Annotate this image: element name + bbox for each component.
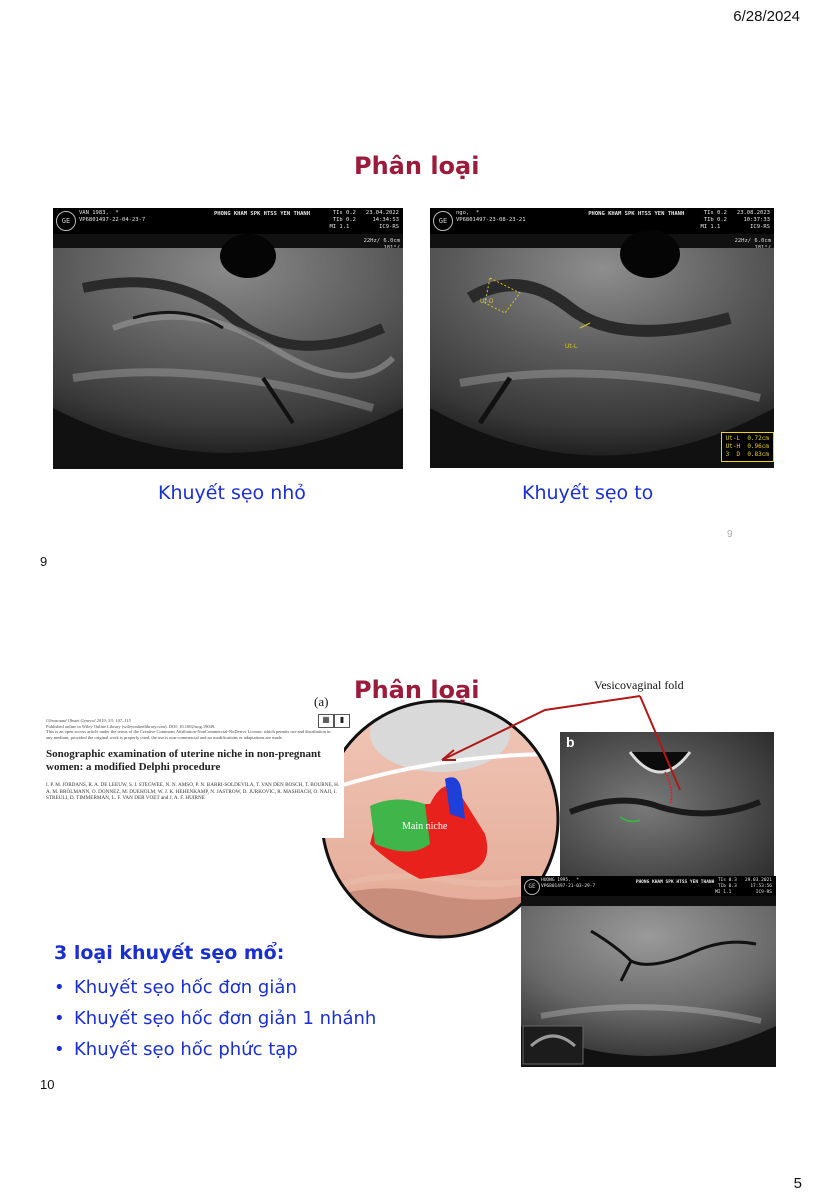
list-item: • Khuyết sẹo hốc đơn giản: [54, 972, 376, 1003]
slide-number-9: 9: [40, 554, 48, 569]
side-params: 22Hz/ 6.0cm: [363, 238, 400, 244]
niche-types-heading: 3 loại khuyết sẹo mổ:: [54, 942, 285, 964]
caption-large-niche: Khuyết sẹo to: [522, 482, 654, 504]
caption-small-niche: Khuyết sẹo nhỏ: [158, 482, 306, 504]
side-params: 22Hz/ 6.0cm: [734, 238, 771, 244]
print-date: 6/28/2024: [733, 8, 800, 25]
paper-clipping: [44, 714, 344, 838]
slide-9-title: Phân loại: [354, 152, 480, 180]
paper-title: Sonographic examination of uterine niche in non-pregnant women: a modified Delphi procedure: [46, 748, 321, 773]
vesicovaginal-fold-label: Vesicovaginal fold: [594, 678, 684, 692]
ultrasound-scan-graphic: [53, 208, 403, 469]
scan-params: TIs 0.3 29.03.2021 TIb 0.3 17:53:56 MI 1.1 IC9-RS: [715, 878, 772, 895]
ultrasound-scan-graphic: [521, 876, 776, 1067]
panel-a-label: (a): [314, 694, 329, 709]
ultrasound-large-niche: [430, 208, 774, 468]
clinic-name: PHONG KHAM SPK HTSS YEN THANH: [214, 211, 311, 217]
page-number: 5: [793, 1175, 802, 1192]
ge-logo-icon: GE: [433, 211, 453, 231]
list-item: • Khuyết sẹo hốc đơn giản 1 nhánh: [54, 1003, 376, 1034]
paper-journal: Ultrasound Obstet Gynecol 2019; 53: 107–115: [46, 718, 131, 723]
list-item: • Khuyết sẹo hốc phức tạp: [54, 1034, 376, 1065]
paper-authors: I. P. M. JORDANS, R. A. DE LEEUW, S. I. STEGWEE, N. N. AMSO, P. N. BARRI-SOLDEVILA, T. VAN DEN BOSCH, T. BOURNE, H. A. M. BRÖLMANN, O. DONNEZ, M. DUEHOLM, W. J. K. HEHENKAMP, N. JASTROW, D. JURKOVIC, R. MASHIACH, O. NAJI, I. STREULI, D. TIMMERMAN, L. F. VAN DER VOET and J. A. F. HUIRNE: [46, 782, 340, 801]
main-niche-label: Main niche: [402, 821, 448, 832]
calendar-icon: ▦: [318, 714, 334, 728]
measure-label-ut-d: Ut-D: [480, 298, 494, 305]
ultrasound-small-niche: [53, 208, 403, 469]
scan-params: TIs 0.2 23.08.2023 TIb 0.2 10:37:33 MI 1.1 IC9-RS: [700, 210, 770, 230]
slide-footer-number: 9: [727, 529, 733, 540]
ge-logo-icon: GE: [524, 879, 540, 895]
slide-number-10: 10: [40, 1077, 55, 1092]
metrics-icon: ▮: [334, 714, 350, 728]
clinic-name: PHONG KHAM SPK HTSS YEN THANH: [588, 211, 685, 217]
measure-label-ut-l: Ut-L: [565, 343, 578, 350]
measurement-box: Ut-L 0.72cm Ut-H 0.96cm 3 D 0.83cm: [721, 432, 774, 462]
ultrasound-complex-niche: [521, 876, 776, 1067]
annotation-arrows: [430, 690, 690, 800]
patient-id: ngo, * VP6801497-23-08-23-21: [456, 210, 526, 223]
niche-types-list: [54, 972, 376, 1065]
slide-10-title: Phân loại: [354, 676, 480, 704]
paper-published: Published online in Wiley Online Library (wileyonlinelibrary.com). DOI: 10.1002/uog.19049.: [46, 723, 216, 729]
panel-b-label: b: [566, 734, 575, 750]
patient-id: VAN 1983, * VP6801497-22-04-23-7: [79, 210, 146, 223]
ge-logo-icon: GE: [56, 211, 76, 231]
clinic-name: PHONG KHAM SPK HTSS YEN THANH: [635, 880, 715, 885]
paper-license: This is an open access article under the terms of the Creative Commons Attribution-NonCommercial-NoDerivs License, which permits use and distribution in any medium, provided the original work is properly cited, the use is non-commercial and no modifications or adaptations are made.: [46, 729, 331, 740]
patient-id: HUONG 1995, * VP6801497-21-03-29-7: [541, 878, 596, 889]
ultrasound-scan-graphic: [430, 208, 774, 468]
scan-params: TIs 0.2 23.04.2022 TIb 0.2 14:34:53 MI 1.1 IC9-RS: [329, 210, 399, 230]
